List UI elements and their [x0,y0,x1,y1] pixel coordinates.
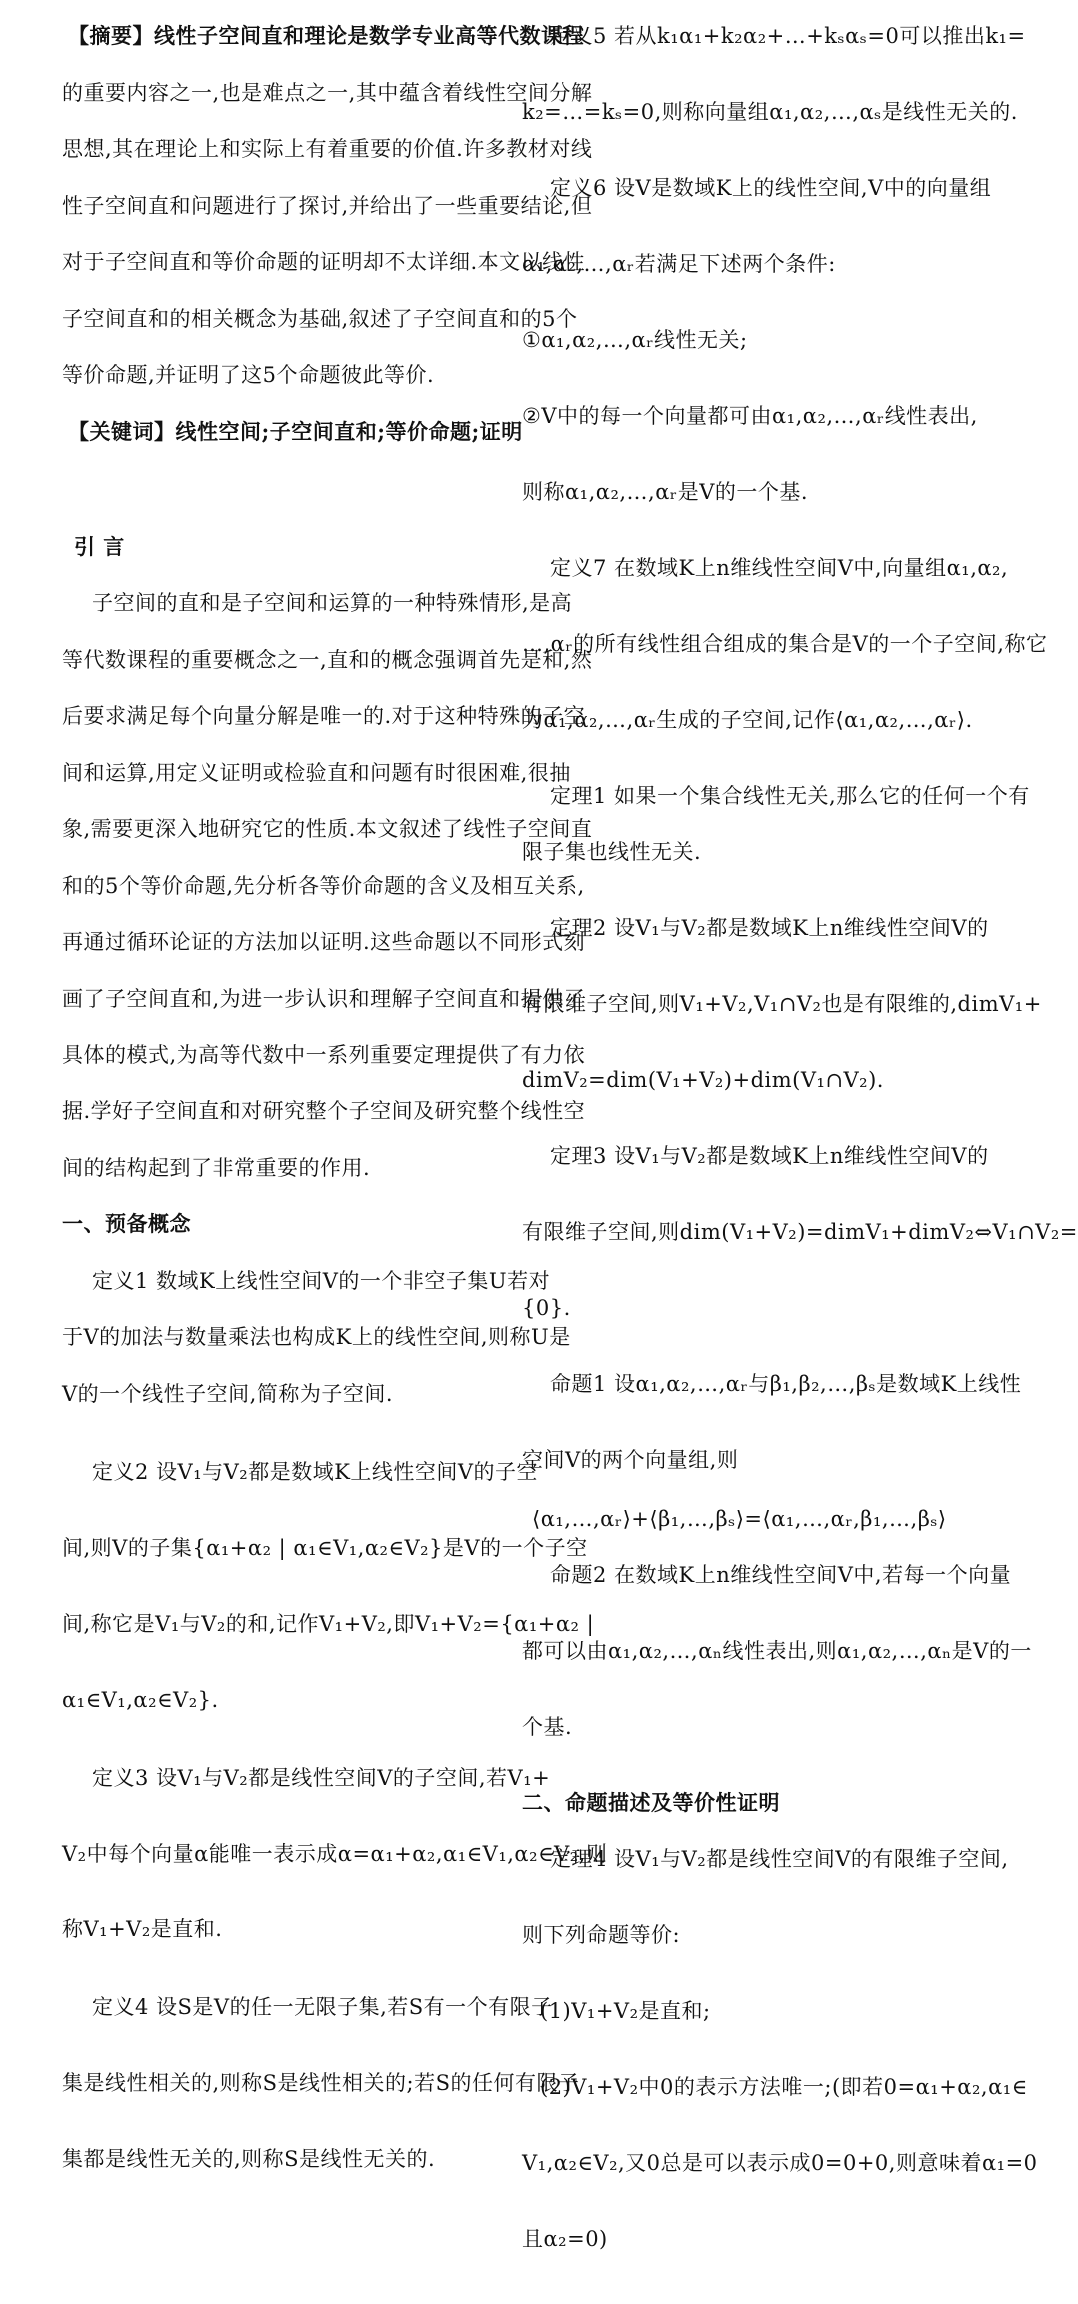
left-text-line: 画了子空间直和,为进一步认识和理解子空间直和提供了 [62,987,586,1011]
left-text-line: 象,需要更深入地研究它的性质.本文叙述了线性子空间直 [62,817,593,841]
right-text-line: 有限维子空间,则V₁+V₂,V₁∩V₂也是有限维的,dimV₁+ [522,992,1042,1016]
left-text-line: 子空间直和的相关概念为基础,叙述了子空间直和的5个 [62,307,578,331]
left-text-line: 后要求满足每个向量分解是唯一的.对于这种特殊的子空 [62,704,586,728]
right-text-line: 命题1 设α₁,α₂,…,αᵣ与β₁,β₂,…,βₛ是数域K上线性 [550,1372,1022,1396]
left-text-line: 等价命题,并证明了这5个命题彼此等价. [62,363,435,387]
left-text-line: 一、预备概念 [62,1211,191,1236]
left-text-line: 性子空间直和问题进行了探讨,并给出了一些重要结论,但 [62,194,593,218]
right-text-line: 空间V的两个向量组,则 [522,1448,739,1472]
right-text-line: 个基. [522,1715,573,1739]
left-text-line: 再通过循环论证的方法加以证明.这些命题以不同形式刻 [62,930,586,954]
left-text-line: 的重要内容之一,也是难点之一,其中蕴含着线性空间分解 [62,81,593,105]
right-text-line: V₁,α₂∈V₂,又0总是可以表示成0=0+0,则意味着α₁=0 [522,2151,1038,2175]
right-text-line: 定理3 设V₁与V₂都是数域K上n维线性空间V的 [550,1144,989,1168]
right-text-line: 定理1 如果一个集合线性无关,那么它的任何一个有 [550,784,1030,808]
right-text-line: 都可以由α₁,α₂,…,αₙ线性表出,则α₁,α₂,…,αₙ是V的一 [522,1639,1032,1663]
left-text-line: 间和运算,用定义证明或检验直和问题有时很困难,很抽 [62,761,571,785]
right-text-line: 定义5 若从k₁α₁+k₂α₂+…+kₛαₛ=0可以推出k₁= [550,24,1026,48]
left-text-line: V₂中每个向量α能唯一表示成α=α₁+α₂,α₁∈V₁,α₂∈V₂,则 [62,1842,608,1866]
left-text-line: 和的5个等价命题,先分析各等价命题的含义及相互关系, [62,874,585,898]
right-text-line: 则下列命题等价: [522,1923,681,1947]
right-text-line: …,αᵣ的所有线性组合组成的集合是V的一个子空间,称它 [522,632,1048,656]
left-text-line: 集都是线性无关的,则称S是线性无关的. [62,2147,436,2171]
right-text-line: (2)V₁+V₂中0的表示方法唯一;(即若0=α₁+α₂,α₁∈ [540,2075,1028,2099]
right-text-line: dimV₂=dim(V₁+V₂)+dim(V₁∩V₂). [522,1068,884,1092]
right-text-line: 为α₁,α₂,…,αᵣ生成的子空间,记作⟨α₁,α₂,…,αᵣ⟩. [522,708,973,732]
right-text-line: 定理4 设V₁与V₂都是线性空间V的有限维子空间, [550,1847,1009,1871]
left-text-line: 对于子空间直和等价命题的证明却不太详细.本文以线性 [62,250,586,274]
right-text-line: 定义7 在数域K上n维线性空间V中,向量组α₁,α₂, [550,556,1009,580]
left-text-line: V的一个线性子空间,简称为子空间. [62,1382,394,1406]
left-text-line: 引 言 [74,534,125,559]
left-text-line: 据.学好子空间直和对研究整个子空间及研究整个线性空 [62,1099,586,1123]
right-text-line: 有限维子空间,则dim(V₁+V₂)=dimV₁+dimV₂⇔V₁∩V₂= [522,1220,1078,1244]
right-text-line: 限子集也线性无关. [522,840,702,864]
left-text-line: 等代数课程的重要概念之一,直和的概念强调首先是和,然 [62,648,593,672]
right-text-line: 命题2 在数域K上n维线性空间V中,若每一个向量 [550,1563,1012,1587]
left-text-line: 【关键词】线性空间;子空间直和;等价命题;证明 [68,419,523,444]
right-text-line: 定义6 设V是数域K上的线性空间,V中的向量组 [550,176,992,200]
left-text-line: 间,称它是V₁与V₂的和,记作V₁+V₂,即V₁+V₂={α₁+α₂ | [62,1612,595,1636]
right-text-line: k₂=…=kₛ=0,则称向量组α₁,α₂,…,αₛ是线性无关的. [522,100,1018,124]
left-text-line: 定义3 设V₁与V₂都是线性空间V的子空间,若V₁+ [92,1766,551,1790]
right-text-line: (1)V₁+V₂是直和; [540,1999,711,2023]
right-text-line: ⟨α₁,…,αᵣ⟩+⟨β₁,…,βₛ⟩=⟨α₁,…,αᵣ,β₁,…,βₛ⟩ [532,1507,947,1531]
left-text-line: 间的结构起到了非常重要的作用. [62,1156,371,1180]
right-text-line: {0}. [522,1296,571,1320]
left-text-line: 子空间的直和是子空间和运算的一种特殊情形,是高 [92,591,573,615]
right-text-line: 且α₂=0) [522,2227,608,2251]
left-text-line: 定义1 数域K上线性空间V的一个非空子集U若对 [92,1269,551,1293]
right-text-line: ②V中的每一个向量都可由α₁,α₂,…,αᵣ线性表出, [522,404,978,428]
right-text-line: 二、命题描述及等价性证明 [522,1790,780,1815]
right-text-line: 定理2 设V₁与V₂都是数域K上n维线性空间V的 [550,916,989,940]
right-text-line: α₁,α₂,…,αᵣ若满足下述两个条件: [522,252,836,276]
left-text-line: 【摘要】线性子空间直和理论是数学专业高等代数课程 [68,23,584,48]
right-text-line: ①α₁,α₂,…,αᵣ线性无关; [522,328,748,352]
left-text-line: 称V₁+V₂是直和. [62,1917,223,1941]
left-text-line: 定义4 设S是V的任一无限子集,若S有一个有限子 [92,1995,553,2019]
right-text-line: 则称α₁,α₂,…,αᵣ是V的一个基. [522,480,809,504]
left-text-line: 具体的模式,为高等代数中一系列重要定理提供了有力依 [62,1043,586,1067]
left-text-line: 间,则V的子集{α₁+α₂ | α₁∈V₁,α₂∈V₂}是V的一个子空 [62,1536,588,1560]
left-text-line: 集是线性相关的,则称S是线性相关的;若S的任何有限子 [62,2071,580,2095]
left-text-line: 思想,其在理论上和实际上有着重要的价值.许多教材对线 [62,137,593,161]
left-text-line: 定义2 设V₁与V₂都是数域K上线性空间V的子空 [92,1460,539,1484]
left-text-line: 于V的加法与数量乘法也构成K上的线性空间,则称U是 [62,1325,571,1349]
left-text-line: α₁∈V₁,α₂∈V₂}. [62,1688,219,1712]
